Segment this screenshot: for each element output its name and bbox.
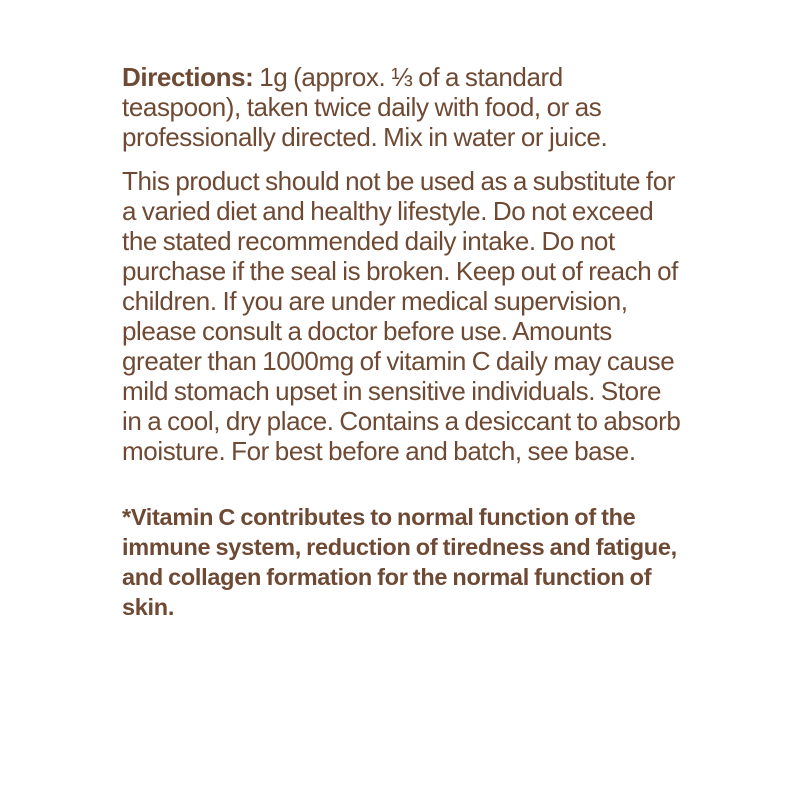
health-claim-paragraph: *Vitamin C contributes to normal function of the immune system, reduction of tiredness and fatigue, and collagen formation for the normal function of skin. <box>122 504 677 620</box>
label-text-block <box>122 62 682 622</box>
directions-label: Directions: <box>122 62 254 92</box>
directions-paragraph <box>122 62 682 152</box>
directions-text: 1g (approx. ⅓ of a standard teaspoon), taken twice daily with food, or as professionally directed. Mix in water or juice. <box>122 62 608 152</box>
warnings-paragraph: This product should not be used as a substitute for a varied diet and healthy lifestyle. Do not exceed the stated recommended daily intake. Do not purchase if the seal is broken. Keep out of reach of children. If you are under medical supervision, please consult a doctor before use. Amounts greater than 1000mg of vitamin C daily may cause mild stomach upset in sensitive individuals. Store in a cool, dry place. Contains a desiccant to absorb moisture. For best before and batch, see base. <box>122 166 681 466</box>
